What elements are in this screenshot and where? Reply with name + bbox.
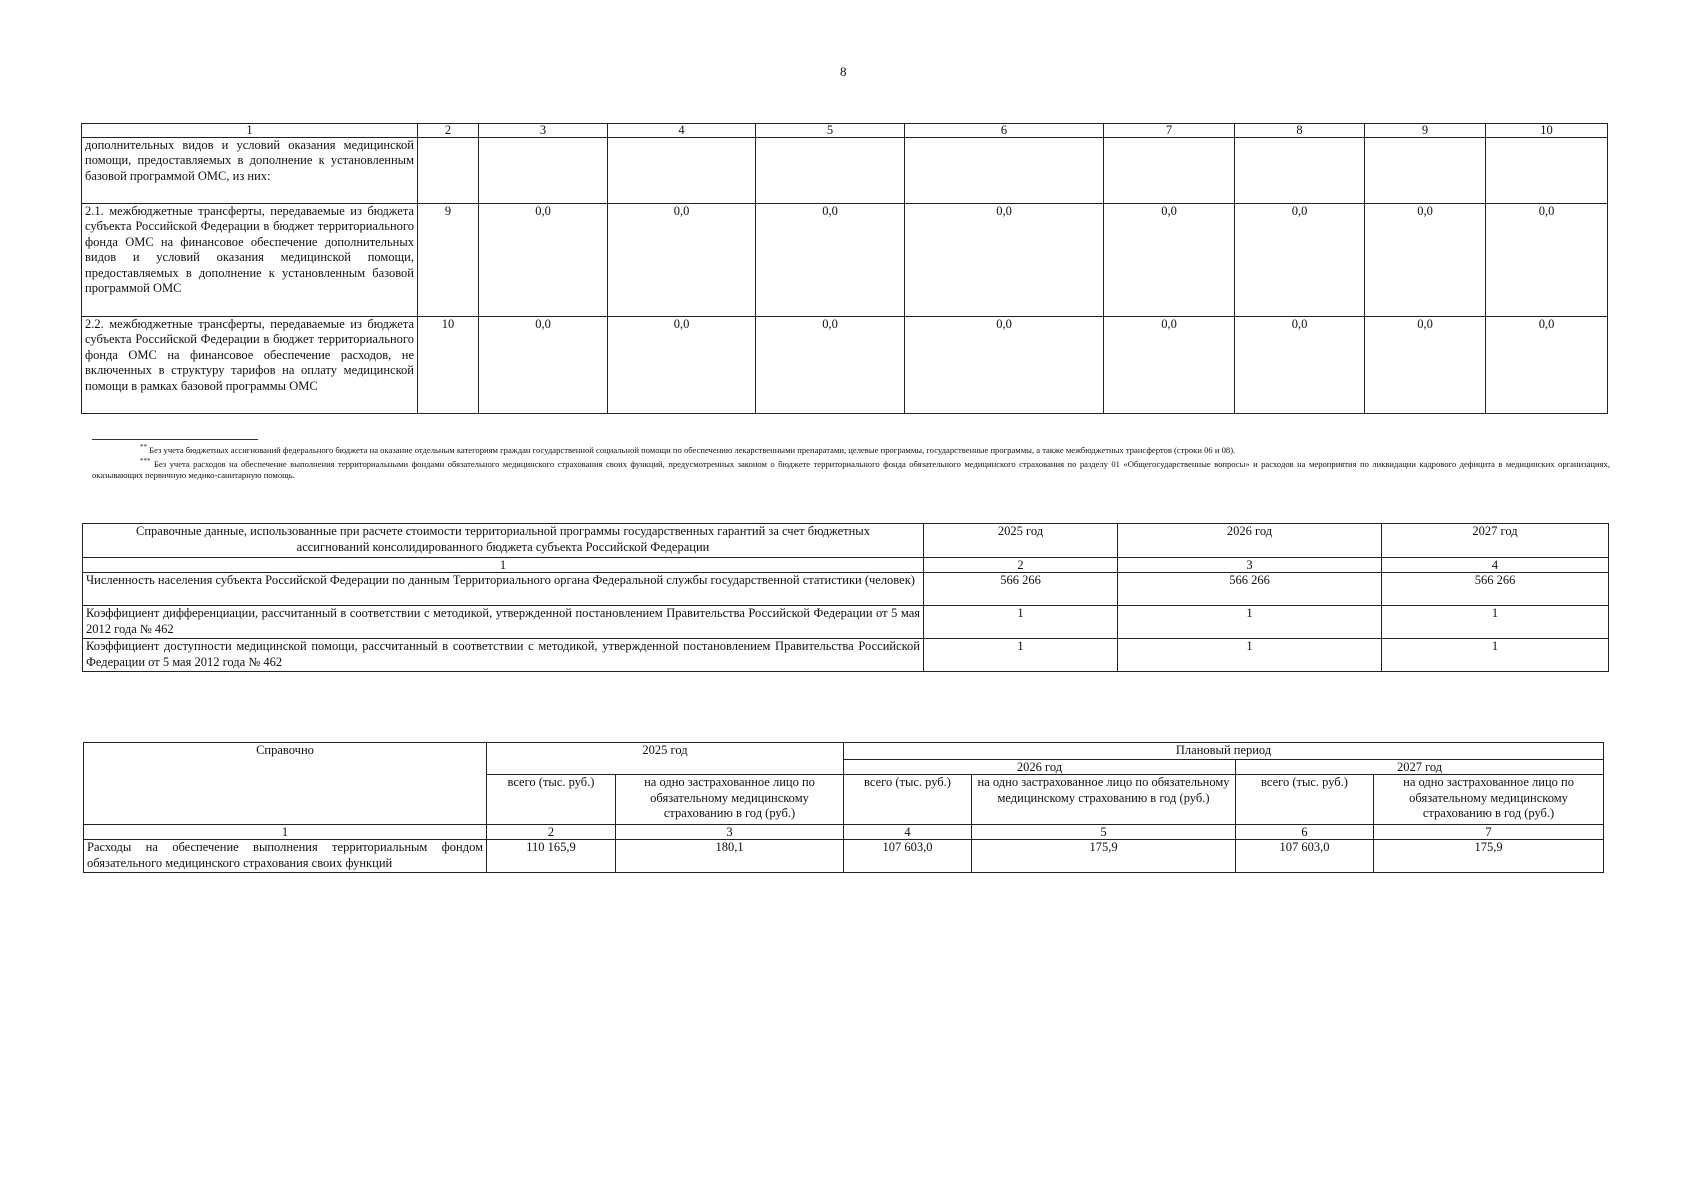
table-cell: 0,0 bbox=[479, 317, 608, 414]
table-cell: 1 bbox=[1382, 606, 1609, 639]
table-cell bbox=[1365, 138, 1486, 204]
table1-col-number: 4 bbox=[608, 124, 756, 138]
table-cell: 0,0 bbox=[608, 317, 756, 414]
table3-header-2026: 2026 год bbox=[844, 760, 1236, 775]
table-cell: 10 bbox=[418, 317, 479, 414]
table3-header-per-person: на одно застрахованное лицо по обязательному медицинскому страхованию в год (руб.) bbox=[1374, 775, 1604, 825]
footnote-divider bbox=[92, 439, 258, 440]
table1-col-number: 1 bbox=[82, 124, 418, 138]
table2-col-number: 4 bbox=[1382, 558, 1609, 573]
row-label: Численность населения субъекта Российской Федерации по данным Территориального органа Федеральной службы государственной статистики (человек) bbox=[83, 573, 924, 606]
table-cell bbox=[1104, 138, 1235, 204]
table-cell: 0,0 bbox=[905, 204, 1104, 317]
table-row bbox=[83, 639, 1609, 672]
table1-col-number: 7 bbox=[1104, 124, 1235, 138]
footnote-text: Без учета расходов на обеспечение выполнения территориальными фондами обязательного медицинского страхования своих функций, предусмотренных законом о бюджете территориального фонда обязательного медицинского страхования по разделу 01 «Общегосударственные вопросы» и расходов на мероприятия по ликвидации кадрового дефицита в медицинских организациях, оказывающих первичную медико-санитарную помощь. bbox=[92, 458, 1610, 480]
footnote-mark: *** bbox=[140, 456, 151, 465]
table1-col-number: 8 bbox=[1235, 124, 1365, 138]
row-label: 2.1. межбюджетные трансферты, передаваемые из бюджета субъекта Российской Федерации в бюджет территориального фонда ОМС на финансовое обеспечение дополнительных видов и условий оказания медицинской помощи, предоставляемых в дополнение к установленным базовой программой ОМС bbox=[82, 204, 418, 317]
table-cell: 0,0 bbox=[1365, 204, 1486, 317]
table-row bbox=[82, 317, 1608, 414]
table-cell bbox=[479, 138, 608, 204]
table-cell: 566 266 bbox=[1382, 573, 1609, 606]
table-cell bbox=[756, 138, 905, 204]
table3-header-total: всего (тыс. руб.) bbox=[1236, 775, 1374, 825]
table3-header-per-person: на одно застрахованное лицо по обязательному медицинскому страхованию в год (руб.) bbox=[616, 775, 844, 825]
table2-header-year: 2026 год bbox=[1118, 524, 1382, 558]
table3-col-number: 7 bbox=[1374, 825, 1604, 840]
table-row bbox=[82, 138, 1608, 204]
table1-col-number: 2 bbox=[418, 124, 479, 138]
table3-header-per-person: на одно застрахованное лицо по обязательному медицинскому страхованию в год (руб.) bbox=[972, 775, 1236, 825]
budget-transfers-table bbox=[81, 123, 1608, 414]
table2-header-row bbox=[83, 524, 1609, 558]
row-label: Расходы на обеспечение выполнения территориальным фондом обязательного медицинского страхования своих функций bbox=[84, 840, 487, 873]
table-cell: 0,0 bbox=[1486, 204, 1608, 317]
table-cell: 180,1 bbox=[616, 840, 844, 873]
fund-expenses-table bbox=[83, 742, 1604, 873]
row-label: Коэффициент доступности медицинской помощи, рассчитанный в соответствии с методикой, утвержденной постановлением Правительства Российской Федерации от 5 мая 2012 года № 462 bbox=[83, 639, 924, 672]
table-row bbox=[82, 204, 1608, 317]
table-cell: 0,0 bbox=[756, 317, 905, 414]
reference-data-table bbox=[82, 523, 1609, 672]
footnote-text: Без учета бюджетных ассигнований федерального бюджета на оказание отдельным категориям граждан государственной социальной помощи по обеспечению лекарственными препаратами, целевые программы, государственные программы, а также межбюджетных трансфертов (строки 06 и 08). bbox=[149, 444, 1236, 455]
table-row bbox=[84, 840, 1604, 873]
table2-header-description: Справочные данные, использованные при расчете стоимости территориальной программы государственных гарантий за счет бюджетных ассигнований консолидированного бюджета субъекта Российской Федерации bbox=[83, 524, 924, 558]
table-cell: 0,0 bbox=[1235, 317, 1365, 414]
table-cell: 0,0 bbox=[905, 317, 1104, 414]
table3-col-number: 3 bbox=[616, 825, 844, 840]
table-cell: 1 bbox=[924, 639, 1118, 672]
table-row bbox=[83, 573, 1609, 606]
row-label: дополнительных видов и условий оказания медицинской помощи, предоставляемых в дополнение к установленным базовой программой ОМС, из них: bbox=[82, 138, 418, 204]
table3-col-number: 2 bbox=[487, 825, 616, 840]
table1-col-number: 6 bbox=[905, 124, 1104, 138]
table-cell: 0,0 bbox=[608, 204, 756, 317]
table-cell: 107 603,0 bbox=[1236, 840, 1374, 873]
table3-number-row bbox=[84, 825, 1604, 840]
table3-header-2025: 2025 год bbox=[487, 743, 844, 775]
table-cell: 0,0 bbox=[1235, 204, 1365, 317]
table3-header-plan-period: Плановый период bbox=[844, 743, 1604, 760]
table-cell: 566 266 bbox=[924, 573, 1118, 606]
table3-col-number: 1 bbox=[84, 825, 487, 840]
table3-col-number: 6 bbox=[1236, 825, 1374, 840]
table-cell: 1 bbox=[1118, 606, 1382, 639]
footnote-2 bbox=[92, 456, 1610, 481]
table2-number-row bbox=[83, 558, 1609, 573]
table3-header-total: всего (тыс. руб.) bbox=[844, 775, 972, 825]
table-cell: 566 266 bbox=[1118, 573, 1382, 606]
table-cell: 107 603,0 bbox=[844, 840, 972, 873]
table1-col-number: 10 bbox=[1486, 124, 1608, 138]
table-cell: 0,0 bbox=[1104, 317, 1235, 414]
table-cell bbox=[1486, 138, 1608, 204]
table-cell bbox=[1235, 138, 1365, 204]
table3-col-number: 5 bbox=[972, 825, 1236, 840]
row-label: Коэффициент дифференциации, рассчитанный в соответствии с методикой, утвержденной постановлением Правительства Российской Федерации от 5 мая 2012 года № 462 bbox=[83, 606, 924, 639]
table-cell: 0,0 bbox=[756, 204, 905, 317]
table-cell: 110 165,9 bbox=[487, 840, 616, 873]
table-cell: 9 bbox=[418, 204, 479, 317]
row-label: 2.2. межбюджетные трансферты, передаваемые из бюджета субъекта Российской Федерации в бюджет территориального фонда ОМС на финансовое обеспечение расходов, не включенных в структуру тарифов на оплату медицинской помощи в рамках базовой программы ОМС bbox=[82, 317, 418, 414]
table2-col-number: 1 bbox=[83, 558, 924, 573]
table-cell: 0,0 bbox=[479, 204, 608, 317]
footnotes bbox=[92, 442, 1610, 481]
table3-header-total: всего (тыс. руб.) bbox=[487, 775, 616, 825]
table3-header-2027: 2027 год bbox=[1236, 760, 1604, 775]
table2-col-number: 3 bbox=[1118, 558, 1382, 573]
table3-header-row bbox=[84, 743, 1604, 760]
table1-col-number: 5 bbox=[756, 124, 905, 138]
table-cell: 175,9 bbox=[972, 840, 1236, 873]
footnote-1 bbox=[92, 442, 1610, 456]
table-cell bbox=[608, 138, 756, 204]
table-cell: 175,9 bbox=[1374, 840, 1604, 873]
table2-col-number: 2 bbox=[924, 558, 1118, 573]
table-cell bbox=[418, 138, 479, 204]
table2-header-year: 2027 год bbox=[1382, 524, 1609, 558]
table-row bbox=[83, 606, 1609, 639]
table3-col-number: 4 bbox=[844, 825, 972, 840]
table-cell: 0,0 bbox=[1365, 317, 1486, 414]
table-cell bbox=[905, 138, 1104, 204]
table1-col-number: 3 bbox=[479, 124, 608, 138]
table1-header-row bbox=[82, 124, 1608, 138]
table-cell: 1 bbox=[924, 606, 1118, 639]
table-cell: 1 bbox=[1118, 639, 1382, 672]
footnote-mark: ** bbox=[140, 443, 147, 451]
table2-header-year: 2025 год bbox=[924, 524, 1118, 558]
table-cell: 1 bbox=[1382, 639, 1609, 672]
page-number: 8 bbox=[840, 64, 847, 79]
table-cell: 0,0 bbox=[1486, 317, 1608, 414]
table-cell: 0,0 bbox=[1104, 204, 1235, 317]
table1-col-number: 9 bbox=[1365, 124, 1486, 138]
table3-header-spravochno: Справочно bbox=[84, 743, 487, 825]
